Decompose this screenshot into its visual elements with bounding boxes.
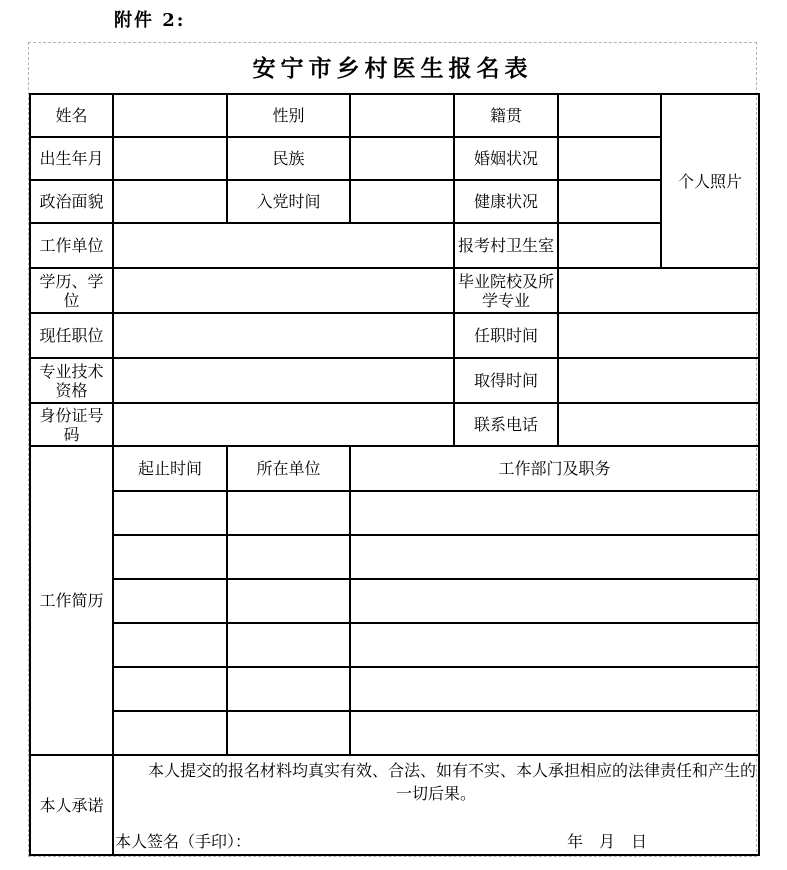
name-value-cell[interactable] <box>113 94 227 137</box>
ethnicity-label: 民族 <box>227 137 350 180</box>
table-row <box>30 137 759 180</box>
gender-label: 性别 <box>227 94 350 137</box>
qualification-value-cell[interactable] <box>113 358 454 403</box>
marital-value-cell[interactable] <box>558 137 661 180</box>
school-major-value-cell[interactable] <box>558 268 759 313</box>
ethnicity-value-cell[interactable] <box>350 137 454 180</box>
work-history-row <box>30 623 759 667</box>
work-unit-cell[interactable] <box>227 579 350 623</box>
native-place-label: 籍贯 <box>454 94 558 137</box>
photo-cell[interactable]: 个人照片 <box>661 94 759 268</box>
table-row <box>30 313 759 358</box>
work-unit-cell[interactable] <box>227 623 350 667</box>
political-label: 政治面貌 <box>30 180 113 223</box>
position-value-cell[interactable] <box>113 313 454 358</box>
work-history-department-header: 工作部门及职务 <box>350 446 759 491</box>
form-table <box>29 93 760 856</box>
clinic-label: 报考村卫生室 <box>454 223 558 268</box>
work-department-cell[interactable] <box>350 711 759 755</box>
health-label: 健康状况 <box>454 180 558 223</box>
table-row <box>30 94 759 137</box>
work-unit-cell[interactable] <box>227 491 350 535</box>
party-time-value-cell[interactable] <box>350 180 454 223</box>
phone-value-cell[interactable] <box>558 403 759 446</box>
work-unit-label: 工作单位 <box>30 223 113 268</box>
table-row <box>30 268 759 313</box>
marital-label: 婚姻状况 <box>454 137 558 180</box>
work-department-cell[interactable] <box>350 623 759 667</box>
id-number-value-cell[interactable] <box>113 403 454 446</box>
obtain-time-label: 取得时间 <box>454 358 558 403</box>
work-history-header-row <box>30 446 759 491</box>
work-history-row <box>30 667 759 711</box>
work-history-section-label: 工作简历 <box>30 446 113 755</box>
work-history-period-header: 起止时间 <box>113 446 227 491</box>
birth-value-cell[interactable] <box>113 137 227 180</box>
work-unit-cell[interactable] <box>227 535 350 579</box>
work-period-cell[interactable] <box>113 491 227 535</box>
work-history-row <box>30 711 759 755</box>
political-value-cell[interactable] <box>113 180 227 223</box>
work-history-row <box>30 535 759 579</box>
work-history-row <box>30 491 759 535</box>
work-department-cell[interactable] <box>350 579 759 623</box>
name-label: 姓名 <box>30 94 113 137</box>
work-department-cell[interactable] <box>350 667 759 711</box>
pledge-section-label: 本人承诺 <box>30 755 113 855</box>
work-unit-cell[interactable] <box>227 667 350 711</box>
tenure-label: 任职时间 <box>454 313 558 358</box>
pledge-row <box>30 755 759 855</box>
work-unit-cell[interactable] <box>227 711 350 755</box>
pledge-text: 本人提交的报名材料均真实有效、合法、如有不实、本人承担相应的法律责任和产生的一切后果。 <box>147 761 756 803</box>
position-label: 现任职位 <box>30 313 113 358</box>
date-label[interactable]: 年 月 日 <box>566 832 647 851</box>
signature-label[interactable]: 本人签名（手印）： <box>115 832 252 851</box>
table-row <box>30 223 759 268</box>
health-value-cell[interactable] <box>558 180 661 223</box>
work-period-cell[interactable] <box>113 579 227 623</box>
work-unit-value-cell[interactable] <box>113 223 454 268</box>
form-title: 安宁市乡村医生报名表 <box>252 55 533 82</box>
pledge-cell <box>113 755 759 855</box>
gender-value-cell[interactable] <box>350 94 454 137</box>
school-major-label: 毕业院校及所学专业 <box>454 268 558 313</box>
attachment-label: 附件 2: <box>114 10 186 31</box>
id-number-label: 身份证号码 <box>30 403 113 446</box>
work-department-cell[interactable] <box>350 491 759 535</box>
phone-label: 联系电话 <box>454 403 558 446</box>
qualification-label: 专业技术资格 <box>30 358 113 403</box>
registration-form <box>28 42 757 857</box>
obtain-time-value-cell[interactable] <box>558 358 759 403</box>
education-value-cell[interactable] <box>113 268 454 313</box>
native-place-value-cell[interactable] <box>558 94 661 137</box>
work-department-cell[interactable] <box>350 535 759 579</box>
work-period-cell[interactable] <box>113 623 227 667</box>
work-history-row <box>30 579 759 623</box>
party-time-label: 入党时间 <box>227 180 350 223</box>
table-row <box>30 358 759 403</box>
table-row <box>30 403 759 446</box>
work-period-cell[interactable] <box>113 667 227 711</box>
clinic-value-cell[interactable] <box>558 223 661 268</box>
work-history-unit-header: 所在单位 <box>227 446 350 491</box>
birth-label: 出生年月 <box>30 137 113 180</box>
work-period-cell[interactable] <box>113 535 227 579</box>
work-period-cell[interactable] <box>113 711 227 755</box>
tenure-value-cell[interactable] <box>558 313 759 358</box>
education-label: 学历、学位 <box>30 268 113 313</box>
table-row <box>30 180 759 223</box>
